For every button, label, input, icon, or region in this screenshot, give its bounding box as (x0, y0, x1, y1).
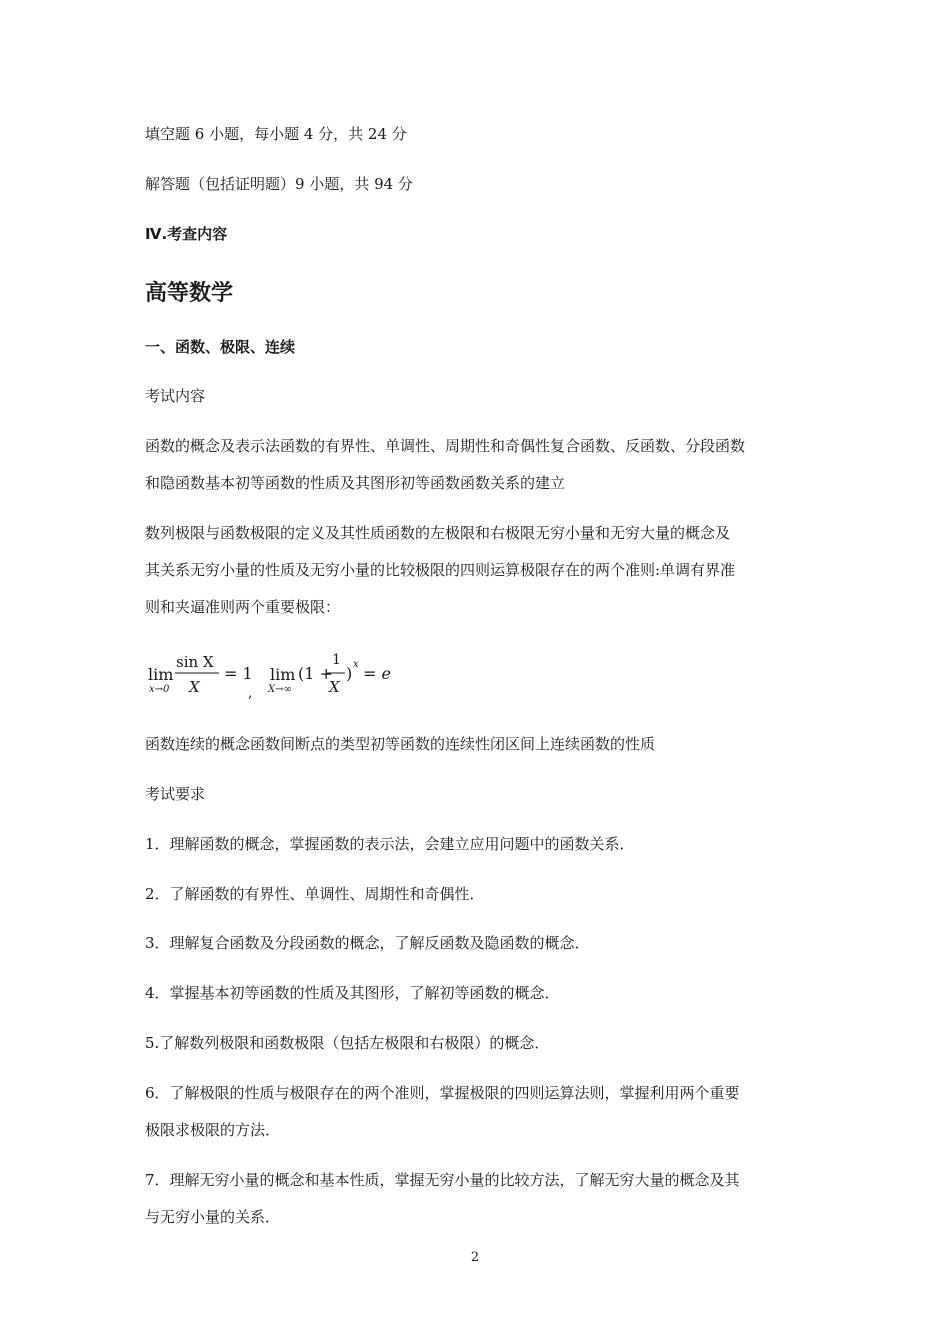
requirement-6-line-2: 极限求极限的方法． (145, 1121, 281, 1139)
content-paragraph-1-line-1: 函数的概念及表示法函数的有界性、单调性、周期性和奇偶性复合函数、反函数、分段函数 (145, 437, 746, 455)
formula-separator: , (248, 685, 253, 700)
requirement-5: 5.了解数列极限和函数极限（包括左极限和右极限）的概念． (145, 1034, 550, 1052)
content-paragraph-2-line-1: 数列极限与函数极限的定义及其性质函数的左极限和右极限无穷小量和无穷大量的概念及 (145, 524, 731, 542)
requirement-2: 2．了解函数的有界性、单调性、周期性和奇偶性． (145, 885, 485, 903)
requirement-3: 3．理解复合函数及分段函数的概念，了解反函数及隐函数的概念． (145, 934, 590, 952)
formula-paren-open: (1 + (298, 664, 333, 683)
content-paragraph-1-line-2: 和隐函数基本初等函数的性质及其图形初等函数函数关系的建立 (145, 474, 566, 492)
formula-lim-1: lim (148, 665, 174, 684)
requirement-7-line-1: 7．理解无穷小量的概念和基本性质，掌握无穷小量的比较方法，了解无穷大量的概念及其 (145, 1171, 740, 1189)
formula-paren-close: ) (346, 664, 353, 683)
formula-equals-1: = 1 (224, 664, 253, 683)
exam-requirements-label: 考试要求 (145, 785, 206, 803)
limit-formula (145, 650, 445, 700)
fill-blank-info: 填空题 6 小题，每小题 4 分，共 24 分 (145, 125, 407, 143)
page-number: 2 (470, 1250, 480, 1265)
formula-lim-2: lim (270, 665, 296, 684)
formula-numerator-1: sin X (176, 653, 214, 671)
answer-questions-info: 解答题（包括证明题）9 小题，共 94 分 (145, 175, 413, 193)
requirement-7-line-2: 与无穷小量的关系． (145, 1208, 281, 1226)
section-iv-title: Ⅳ.考查内容 (145, 225, 228, 243)
requirement-4: 4．掌握基本初等函数的性质及其图形，了解初等函数的概念． (145, 984, 560, 1002)
exam-content-label: 考试内容 (145, 387, 206, 405)
formula-lim-2-sub: X→∞ (268, 684, 292, 695)
formula-denominator-2: X (329, 678, 340, 696)
formula-denominator-1: X (189, 678, 200, 696)
formula-lim-1-sub: x→0 (149, 684, 170, 695)
content-paragraph-3: 函数连续的概念函数间断点的类型初等函数的连续性闭区间上连续函数的性质 (145, 735, 656, 753)
requirement-6-line-1: 6．了解极限的性质与极限存在的两个准则，掌握极限的四则运算法则，掌握利用两个重要 (145, 1084, 740, 1102)
content-paragraph-2-line-2: 其关系无穷小量的性质及无穷小量的比较极限的四则运算极限存在的两个准则:单调有界准 (145, 561, 736, 579)
formula-numerator-2: 1 (332, 652, 341, 668)
formula-exponent: x (353, 659, 359, 670)
sub-heading: 一、函数、极限、连续 (145, 338, 296, 356)
content-paragraph-2-line-3: 则和夹逼准则两个重要极限： (145, 598, 341, 616)
formula-equals-2: = e (363, 664, 391, 683)
main-heading: 高等数学 (145, 281, 234, 306)
requirement-1: 1．理解函数的概念，掌握函数的表示法，会建立应用问题中的函数关系． (145, 835, 635, 853)
